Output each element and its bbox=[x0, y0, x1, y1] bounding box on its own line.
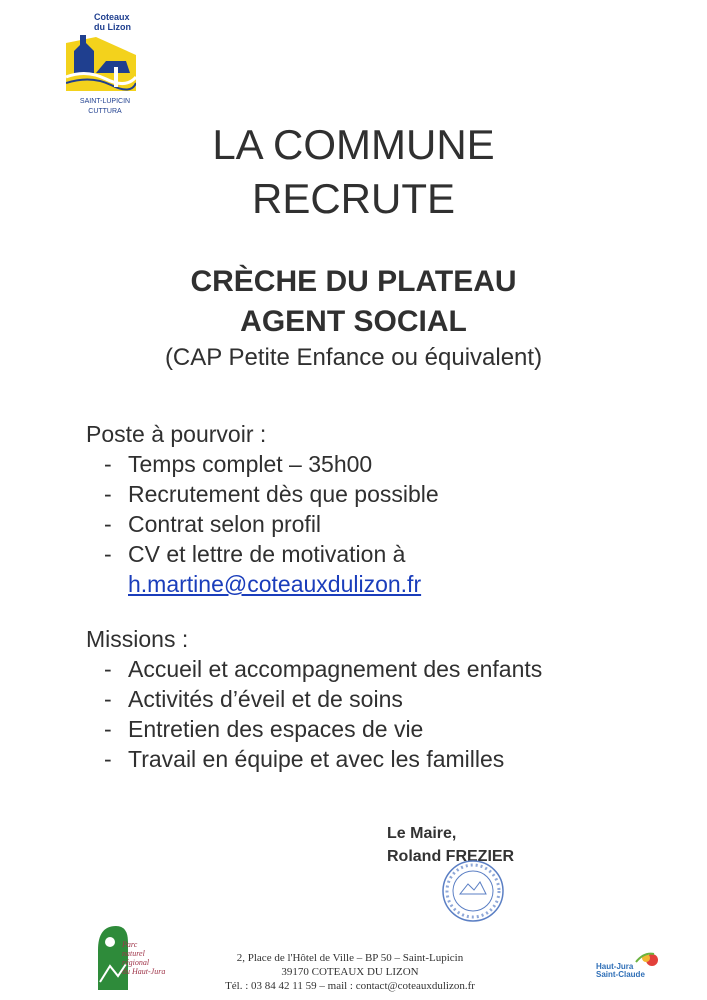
list-item: - CV et lettre de motivation à bbox=[86, 539, 439, 569]
park-line3: régional bbox=[122, 958, 150, 967]
commune-logo bbox=[66, 12, 144, 116]
list-item: - Entretien des espaces de vie bbox=[86, 714, 542, 744]
park-line2: naturel bbox=[122, 949, 145, 958]
job-title bbox=[0, 262, 707, 342]
haut-jura-line2: Saint-Claude bbox=[596, 970, 645, 979]
missions-section bbox=[86, 624, 542, 774]
footer-line1: 2, Place de l'Hôtel de Ville – BP 50 – Saint-Lupicin bbox=[236, 952, 464, 964]
logo-name-line1: Coteaux bbox=[94, 12, 130, 22]
footer-line3: Tél. : 03 84 42 11 59 – mail : contact@coteauxdulizon.fr bbox=[225, 980, 475, 992]
park-logo-text bbox=[122, 940, 165, 976]
park-line1: Parc bbox=[122, 940, 138, 949]
signature-title: Le Maire, bbox=[387, 825, 457, 842]
page-title bbox=[0, 118, 707, 226]
email-link[interactable]: h.martine@coteauxdulizon.fr bbox=[128, 571, 422, 597]
job-title-line1: CRÈCHE DU PLATEAU bbox=[190, 265, 517, 298]
job-qualification: (CAP Petite Enfance ou équivalent) bbox=[164, 344, 543, 371]
headline-line1: LA COMMUNE bbox=[212, 121, 495, 168]
signature-name: Roland FREZIER bbox=[387, 848, 515, 865]
list-item: - Recrutement dès que possible bbox=[86, 479, 439, 509]
logo-sub-line1: SAINT-LUPICIN bbox=[79, 98, 131, 105]
list-item: - Travail en équipe et avec les familles bbox=[86, 744, 542, 774]
job-title-line2: AGENT SOCIAL bbox=[240, 305, 467, 338]
missions-list bbox=[86, 654, 542, 774]
park-line4: du Haut-Jura bbox=[122, 967, 166, 976]
official-stamp-icon bbox=[440, 858, 506, 924]
headline-line2: RECRUTE bbox=[251, 175, 455, 222]
poste-list bbox=[86, 449, 439, 569]
poste-heading: Poste à pourvoir : bbox=[86, 421, 267, 447]
haut-jura-line1: Haut-Jura bbox=[596, 962, 634, 971]
logo-name-line2: du Lizon bbox=[94, 22, 131, 32]
footer-line2: 39170 COTEAUX DU LIZON bbox=[281, 966, 419, 978]
footer-address bbox=[180, 951, 520, 993]
haut-jura-logo-text bbox=[596, 963, 645, 979]
logo-sub-line2: CUTTURA bbox=[88, 108, 122, 115]
village-emblem-icon bbox=[66, 33, 136, 91]
list-item: - Activités d’éveil et de soins bbox=[86, 684, 542, 714]
list-item: - Accueil et accompagnement des enfants bbox=[86, 654, 542, 684]
missions-heading: Missions : bbox=[86, 626, 189, 652]
poste-section bbox=[86, 419, 439, 599]
list-item: - Temps complet – 35h00 bbox=[86, 449, 439, 479]
list-item: - Contrat selon profil bbox=[86, 509, 439, 539]
